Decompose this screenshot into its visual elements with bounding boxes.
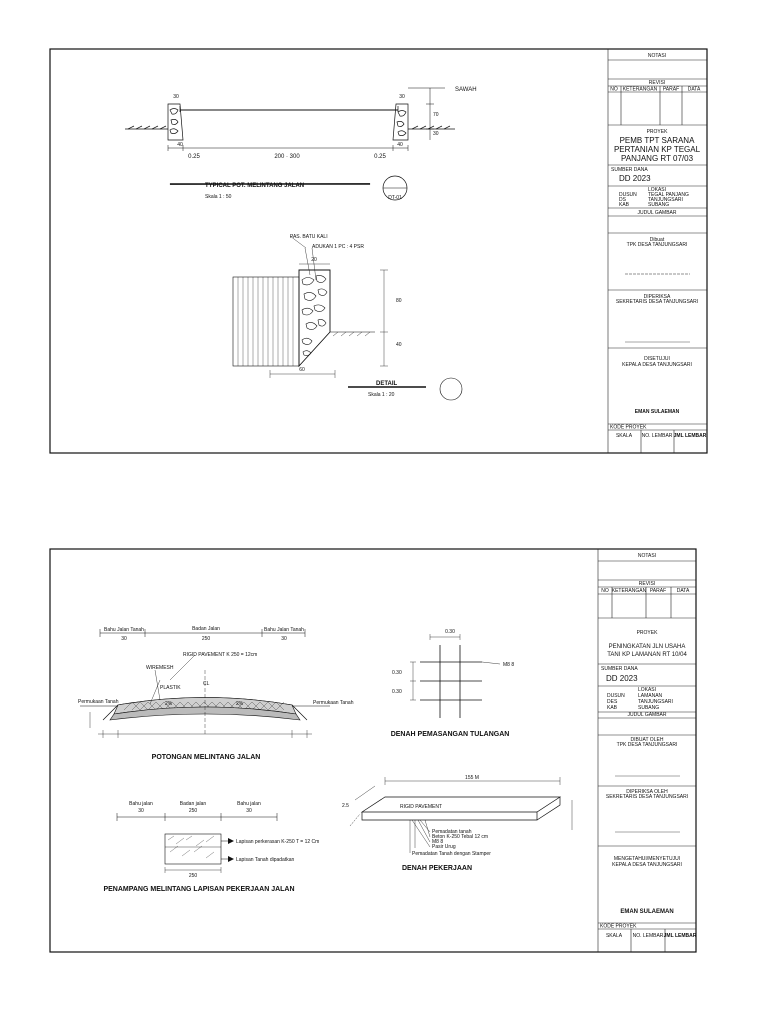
tb1-lok-v3: SUBANG: [648, 202, 670, 208]
tb1-revisi: REVISI: [648, 80, 666, 86]
pek-note4: Pasir Urug: [432, 844, 456, 850]
lapisan-badan: Badan jalan: [179, 801, 207, 807]
pek-rigid: RIGID PAVEMENT: [400, 804, 443, 810]
dim-badan: 250: [201, 636, 211, 642]
lapisan-dim-badan: 250: [188, 808, 198, 814]
tb1-disetujui-label: DISETUJUI: [644, 356, 670, 362]
lapisan-dim-kiri: 30: [138, 808, 144, 814]
tul-dim-left2: 0.30: [392, 689, 402, 695]
tb1-proyek-label: PROYEK: [646, 129, 668, 135]
tb1-lok-k1: DUSUN: [619, 192, 637, 198]
tb2-jmllembar: JML LEMBAR: [663, 933, 697, 939]
tb2-skala: SKALA: [605, 933, 623, 939]
wiremesh-label: WIREMESH: [146, 665, 174, 671]
tb1-lok-k2: DS: [619, 197, 626, 203]
sheet-2-title-block: [598, 549, 696, 952]
plastik-label: PLASTIK: [160, 685, 181, 691]
tb2-disetujui-label: MENGETAHUI/MENYETUJUI: [613, 856, 681, 862]
cl-label: CL: [203, 681, 210, 687]
arrow-icon: [228, 838, 234, 844]
sheet-1: [50, 49, 707, 453]
tb1-signer: EMAN SULAEMAN: [634, 409, 680, 415]
work-plan-drawing: [350, 777, 572, 853]
tb1-col-ket: KETERANGAN: [622, 86, 658, 93]
detail-dim-top: 20: [311, 257, 317, 263]
tb1-proyek-1: PEMB TPT SARANA: [619, 136, 695, 145]
tb2-disetujui: KEPALA DESA TANJUNGSARI: [612, 862, 682, 868]
detail-note2: ADUKAN 1 PC : 4 PSR: [312, 244, 364, 250]
detail-title: DETAIL: [376, 381, 398, 387]
tb1-disetujui: KEPALA DESA TANJUNGSARI: [622, 362, 692, 368]
tb2-nolembar: NO. LEMBAR: [632, 933, 664, 939]
tb1-lok-k3: KAB: [619, 202, 630, 208]
tb2-revisi: REVISI: [638, 581, 656, 587]
dim-bottom-left: 0.25: [188, 154, 200, 160]
detail-note1: PAS. BATU KALI: [290, 234, 328, 240]
tb2-sumber: DD 2023: [606, 674, 638, 683]
tb1-judul: JUDUL GAMBAR: [637, 210, 677, 216]
badan-jalan-label: Badan Jalan: [192, 626, 220, 632]
tb2-header: NOTASI: [637, 553, 657, 559]
denah-pekerjaan-title: DENAH PEKERJAAN: [401, 865, 473, 872]
tb2-lok-v3: SUBANG: [638, 705, 660, 711]
tb2-col-no: NO: [601, 588, 609, 594]
tb1-sumber: DD 2023: [619, 174, 651, 183]
pek-note1: Pemadatan tanah: [432, 829, 472, 835]
tb1-lokasi-label: LOKASI: [647, 187, 667, 193]
typical-scale: Skala 1 : 50: [205, 194, 232, 200]
tb2-col-paraf: PARAF: [649, 588, 667, 594]
permukaan-kiri: Permukaan Tanah: [78, 699, 119, 705]
tb2-col-data: DATA: [676, 588, 690, 594]
tb1-lok-v2: TANJUNGSARI: [648, 197, 683, 203]
dim-bottom-mid: 200 · 300: [274, 154, 300, 160]
dim-bahu-kiri: 30: [121, 636, 127, 642]
tul-dim-left1: 0.30: [392, 670, 402, 676]
dim-bottom-right: 0.25: [374, 154, 386, 160]
sheet-1-title-texts: [610, 53, 707, 439]
tul-label: M8 8: [503, 662, 515, 668]
rigid-label: RIGID PAVEMENT K 250 = 12cm: [183, 652, 258, 658]
lapisan-note1: Lapisan perkerasan K-250 T = 12 Cm: [236, 839, 320, 845]
tb2-signer: EMAN SULAEMAN: [620, 909, 674, 915]
work-plan-labels: [342, 775, 491, 872]
tb1-col-paraf: PARAF: [662, 86, 680, 93]
tb1-sumber-label: SUMBER DANA: [611, 167, 648, 173]
rebar-plan-drawing: [410, 634, 500, 718]
lapisan-bahu-kanan: Bahu jalan: [237, 801, 261, 807]
lapisan-dim-bottom: 250: [188, 873, 198, 879]
tb2-kode: KODE PROYEK: [600, 923, 637, 930]
tb2-judul: JUDUL GAMBAR: [627, 712, 667, 718]
tb1-dibuat-label: Dibuat: [649, 237, 665, 243]
lapisan-dim-kanan: 30: [246, 808, 252, 814]
detail-dim-side2: 40: [396, 342, 402, 348]
pek-note5: Pemadatan Tanah dengan Stamper: [412, 851, 491, 857]
tb1-lok-v1: TEGAL PANJANG: [648, 192, 689, 198]
tb2-lok-v1: LAMANAN: [638, 693, 663, 699]
dim-top-right: 30: [399, 94, 405, 100]
road-section-labels: [78, 626, 354, 761]
sheet-2-title-texts: [600, 553, 697, 939]
penampang-title: PENAMPANG MELINTANG LAPISAN PEKERJAAN JALAN: [103, 886, 295, 893]
detail-scale: Skala 1 : 20: [368, 392, 395, 398]
tul-dim-top: 0.30: [445, 629, 455, 635]
tb1-kode: KODE PROYEK: [610, 424, 647, 431]
tb2-proyek-1: PENINGKATAN JLN USAHA: [608, 644, 686, 650]
permukaan-kanan: Permukaan Tanah: [313, 700, 354, 706]
tb2-proyek-label: PROYEK: [636, 630, 658, 636]
layer-arrowheads: [228, 838, 234, 862]
tb1-header: NOTASI: [647, 53, 667, 59]
detail-drawing: [233, 236, 462, 400]
detail-dim-side1: 80: [396, 298, 402, 304]
dim-right-b: 30: [433, 131, 439, 137]
dim-top-left: 30: [173, 94, 179, 100]
tb2-lok-k1: DUSUN: [607, 693, 625, 699]
bahu-kanan-label: Bahu Jalan Tanah: [264, 627, 304, 633]
tb1-proyek-2: PERTANIAN KP TEGAL: [613, 145, 701, 154]
tb2-lok-k3: KAB: [607, 705, 618, 711]
lapisan-note2: Lapisan Tanah dipadatkan: [236, 857, 295, 863]
sheet-2: [50, 549, 697, 952]
tb2-diketahui: SEKRETARIS DESA TANJUNGSARI: [605, 794, 689, 800]
tb1-col-data: DATA: [687, 86, 701, 93]
tb1-col-no: NO: [610, 86, 618, 93]
tb2-dibuat-label: DIBUAT OLEH: [630, 737, 664, 743]
dim-right-a: 70: [433, 112, 439, 118]
tb2-dibuat: TPK DESA TANJUNGSARI: [616, 742, 678, 748]
tb1-diketahui-label: DIPERIKSA: [643, 294, 671, 300]
sawah-label: SAWAH: [455, 87, 477, 93]
tb1-diketahui: SEKRETARIS DESA TANJUNGSARI: [615, 299, 699, 305]
tb2-lok-k2: DES: [607, 699, 618, 705]
potongan-title: POTONGAN MELINTANG JALAN: [151, 754, 261, 761]
dim-low-left: 40: [177, 142, 183, 148]
tb2-diketahui-label: DIPERIKSA OLEH: [626, 789, 668, 795]
tb1-proyek-3: PANJANG RT 07/03: [620, 154, 694, 163]
tb1-jmllembar: JML LEMBAR: [673, 433, 707, 439]
road-section-drawing: [80, 629, 330, 750]
tb1-dibuat: TPK DESA TANJUNGSARI: [626, 242, 688, 248]
dim-low-right: 40: [397, 142, 403, 148]
pek-dim-len: 155 M: [465, 775, 479, 781]
typical-symbol: DT-01: [388, 195, 402, 201]
pek-dim-w: 2.5: [342, 803, 349, 809]
tb2-lok-v2: TANJUNGSARI: [638, 699, 673, 705]
lapisan-bahu-kiri: Bahu jalan: [129, 801, 153, 807]
tb1-nolembar: NO. LEMBAR: [641, 433, 673, 439]
bahu-kiri-label: Bahu Jalan Tanah: [104, 627, 144, 633]
tb2-col-ket: KETERANGAN: [611, 588, 647, 594]
tb2-proyek-2: TANI KP LAMANAN RT 10/04: [607, 652, 687, 658]
tb2-lokasi-label: LOKASI: [637, 687, 657, 693]
slope-left: 2%: [165, 701, 173, 707]
denah-tulangan-title: DENAH PEMASANGAN TULANGAN: [390, 731, 510, 738]
rebar-plan-labels: [391, 629, 515, 738]
typical-title: TYPICAL POT. MELINTANG JALAN: [205, 183, 305, 189]
dim-bahu-kanan: 30: [281, 636, 287, 642]
sheet-1-title-block: [608, 49, 707, 453]
pek-note3: M8 8: [432, 839, 444, 845]
tb2-sumber-label: SUMBER DANA: [601, 666, 638, 672]
tb1-skala: SKALA: [615, 433, 633, 439]
slope-right: 2%: [236, 701, 244, 707]
arrow-icon: [228, 856, 234, 862]
detail-dim-bottom: 60: [299, 367, 305, 373]
pek-note2: Beton K-250 Tebal 12 cm: [432, 834, 489, 840]
